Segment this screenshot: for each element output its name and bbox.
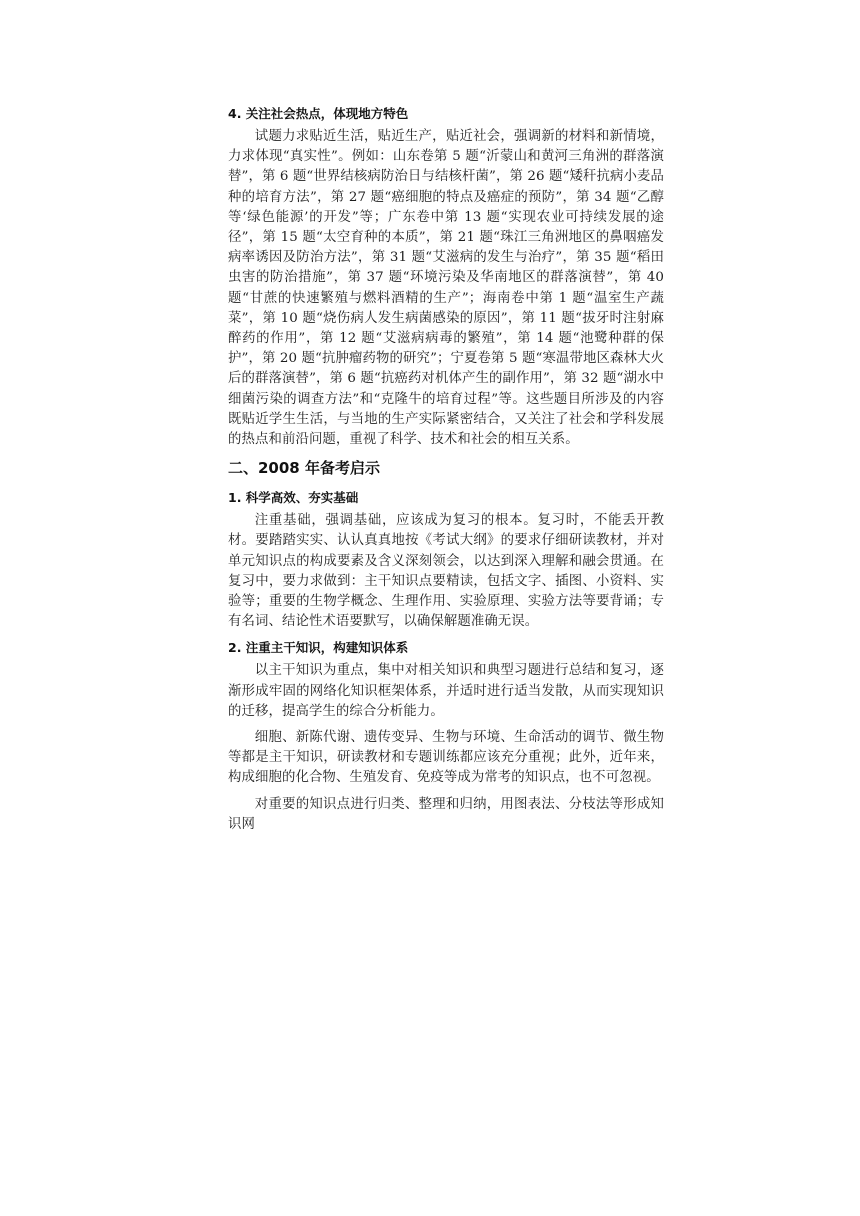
section-4-paragraph: 试题力求贴近生活，贴近生产，贴近社会，强调新的材料和新情境，力求体现“真实性”。例如：山东卷第 5 题“沂蒙山和黄河三角洲的群落演替”，第 6 题“世界结核病防治日与结核杆菌”，第 26 题“矮秆抗病小麦品种的培育方法”，第 27 题“癌细胞的特点及癌症的预防”，第 34 题“乙醇等‘绿色能源’的开发”等；广东卷中第 13 题“实现农业可持续发展的途径”，第 15 题“太空育种的本质”，第 21 题“珠江三角洲地区的鼻咽癌发病率诱因及防治方法”，第 31 题“艾滋病的发生与治疗”，第 35 题“稻田虫害的防治措施”，第 37 题“环境污染及华南地区的群落演替”，第 40 题“甘蔗的快速繁殖与燃料酒精的生产”；海南卷中第 1 题“温室生产蔬菜”，第 10 题“烧伤病人发生病菌感染的原因”，第 11 题“拔牙时注射麻醉药的作用”，第 12 题“艾滋病病毒的繁殖”，第 14 题“池鹭种群的保护”，第 20 题“抗肿瘤药物的研究”；宁夏卷第 5 题“寒温带地区森林大火后的群落演替”，第 6 题“抗癌药对机体产生的副作用”，第 32 题“湖水中细菌污染的调查方法”和“克隆牛的培育过程”等。这些题目所涉及的内容既贴近学生生活，与当地的生产实际紧密结合，又关注了社会和学科发展的热点和前沿问题，重视了科学、技术和社会的相互关系。 bbox=[228, 129, 664, 448]
subsection-1-heading: 1. 科学高效、夯实基础 bbox=[228, 490, 359, 506]
subsection-1-paragraph: 注重基础，强调基础，应该成为复习的根本。复习时，不能丢开教材。要踏踏实实、认认真真地按《考试大纲》的要求仔细研读教材，并对单元知识点的构成要素及含义深刻领会，以达到深入理解和融会贯通。在复习中，要力求做到：主干知识点要精读，包括文字、插图、小资料、实验等；重要的生物学概念、生理作用、实验原理、实验方法等要背诵；专有名词、结论性术语要默写，以确保解题准确无误。 bbox=[228, 513, 664, 630]
subsection-2-paragraph-1: 以主干知识为重点，集中对相关知识和典型习题进行总结和复习，逐渐形成牢固的网络化知识框架体系，并适时进行适当发散，从而实现知识的迁移，提高学生的综合分析能力。 bbox=[228, 663, 664, 719]
document-content bbox=[228, 104, 664, 835]
subsection-2-paragraph-3: 对重要的知识点进行归类、整理和归纳，用图表法、分枝法等形成知识网 bbox=[228, 796, 664, 832]
subsection-2-paragraph-2: 细胞、新陈代谢、遗传变异、生物与环境、生命活动的调节、微生物等都是主干知识，研读教材和专题训练都应该充分重视；此外，近年来，构成细胞的化合物、生殖发育、免疫等成为常考的知识点，也不可忽视。 bbox=[228, 730, 664, 786]
part-2-heading: 二、2008 年备考启示 bbox=[228, 459, 380, 478]
section-4-heading: 4. 关注社会热点，体现地方特色 bbox=[228, 106, 409, 121]
subsection-2-heading: 2. 注重主干知识，构建知识体系 bbox=[228, 640, 409, 656]
